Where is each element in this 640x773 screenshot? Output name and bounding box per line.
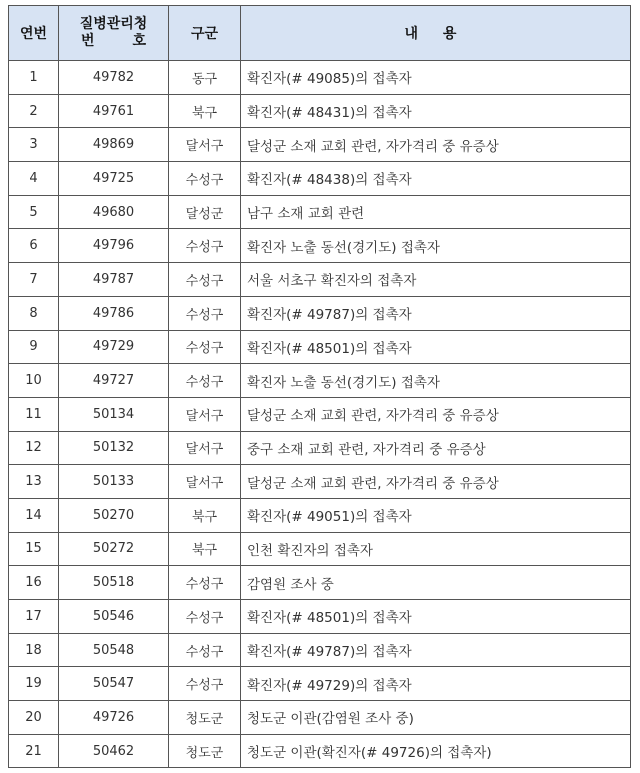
row-number-cell: 1: [9, 61, 59, 95]
kdca-id-cell: 49725: [59, 162, 169, 196]
kdca-id-cell: 50518: [59, 566, 169, 600]
content-cell: 확진자 노출 동선(경기도) 접촉자: [241, 229, 631, 263]
content-cell: 인천 확진자의 접촉자: [241, 532, 631, 566]
kdca-id-cell: 50134: [59, 397, 169, 431]
table-row: [9, 397, 631, 431]
content-cell: 청도군 이관(확진자(# 49726)의 접촉자): [241, 734, 631, 768]
district-cell: 청도군: [169, 734, 241, 768]
kdca-id-cell: 49729: [59, 330, 169, 364]
content-cell: 달성군 소재 교회 관련, 자가격리 중 유증상: [241, 128, 631, 162]
case-table: [8, 5, 631, 768]
table-row: [9, 431, 631, 465]
content-cell: 남구 소재 교회 관련: [241, 195, 631, 229]
kdca-id-cell: 49761: [59, 94, 169, 128]
row-number-cell: 12: [9, 431, 59, 465]
kdca-id-cell: 49796: [59, 229, 169, 263]
row-number-cell: 11: [9, 397, 59, 431]
content-cell: 확진자(# 49085)의 접촉자: [241, 61, 631, 95]
table-row: [9, 330, 631, 364]
table-row: [9, 532, 631, 566]
content-cell: 감염원 조사 중: [241, 566, 631, 600]
kdca-id-cell: 49680: [59, 195, 169, 229]
district-cell: 수성구: [169, 566, 241, 600]
table-row: [9, 263, 631, 297]
district-cell: 수성구: [169, 633, 241, 667]
row-number-cell: 16: [9, 566, 59, 600]
district-cell: 수성구: [169, 330, 241, 364]
district-cell: 달서구: [169, 465, 241, 499]
table-row: [9, 128, 631, 162]
district-cell: 수성구: [169, 600, 241, 634]
table-row: [9, 195, 631, 229]
row-number-cell: 13: [9, 465, 59, 499]
table-row: [9, 162, 631, 196]
content-cell: 달성군 소재 교회 관련, 자가격리 중 유증상: [241, 397, 631, 431]
kdca-id-cell: 50546: [59, 600, 169, 634]
row-number-cell: 6: [9, 229, 59, 263]
row-number-cell: 2: [9, 94, 59, 128]
district-cell: 수성구: [169, 162, 241, 196]
table-row: [9, 600, 631, 634]
row-number-cell: 18: [9, 633, 59, 667]
row-number-cell: 15: [9, 532, 59, 566]
kdca-id-cell: 50548: [59, 633, 169, 667]
row-number-cell: 4: [9, 162, 59, 196]
kdca-id-cell: 50547: [59, 667, 169, 701]
content-cell: 확진자(# 48431)의 접촉자: [241, 94, 631, 128]
kdca-id-cell: 49727: [59, 364, 169, 398]
kdca-id-cell: 50133: [59, 465, 169, 499]
row-number-cell: 19: [9, 667, 59, 701]
row-number-cell: 17: [9, 600, 59, 634]
kdca-id-cell: 49869: [59, 128, 169, 162]
table-header: [9, 6, 631, 61]
row-number-cell: 14: [9, 498, 59, 532]
header-no: 연번: [9, 6, 59, 61]
content-cell: 달성군 소재 교회 관련, 자가격리 중 유증상: [241, 465, 631, 499]
table-row: [9, 94, 631, 128]
table-row: [9, 566, 631, 600]
district-cell: 수성구: [169, 229, 241, 263]
district-cell: 북구: [169, 532, 241, 566]
table-row: [9, 229, 631, 263]
table-body: [9, 61, 631, 768]
row-number-cell: 20: [9, 701, 59, 735]
kdca-id-cell: 50270: [59, 498, 169, 532]
kdca-id-cell: 50132: [59, 431, 169, 465]
district-cell: 달성군: [169, 195, 241, 229]
kdca-id-cell: 50462: [59, 734, 169, 768]
content-cell: 확진자(# 49787)의 접촉자: [241, 296, 631, 330]
header-kdca-id: [59, 6, 169, 61]
header-row: [9, 6, 631, 61]
district-cell: 달서구: [169, 128, 241, 162]
row-number-cell: 5: [9, 195, 59, 229]
table-row: [9, 498, 631, 532]
kdca-id-cell: 50272: [59, 532, 169, 566]
header-content: 내 용: [241, 6, 631, 61]
district-cell: 수성구: [169, 296, 241, 330]
content-cell: 중구 소재 교회 관련, 자가격리 중 유증상: [241, 431, 631, 465]
content-cell: 확진자(# 49729)의 접촉자: [241, 667, 631, 701]
content-cell: 확진자(# 49787)의 접촉자: [241, 633, 631, 667]
table-row: [9, 633, 631, 667]
kdca-id-cell: 49786: [59, 296, 169, 330]
district-cell: 달서구: [169, 431, 241, 465]
case-table-container: [8, 5, 630, 768]
table-row: [9, 61, 631, 95]
content-cell: 확진자(# 48438)의 접촉자: [241, 162, 631, 196]
row-number-cell: 10: [9, 364, 59, 398]
header-kdca-id-line2-b: 호: [132, 33, 147, 49]
row-number-cell: 9: [9, 330, 59, 364]
row-number-cell: 3: [9, 128, 59, 162]
row-number-cell: 21: [9, 734, 59, 768]
content-cell: 확진자(# 48501)의 접촉자: [241, 330, 631, 364]
table-row: [9, 465, 631, 499]
table-row: [9, 734, 631, 768]
content-cell: 확진자(# 49051)의 접촉자: [241, 498, 631, 532]
content-cell: 확진자 노출 동선(경기도) 접촉자: [241, 364, 631, 398]
header-kdca-id-line1: 질병관리청: [79, 16, 148, 32]
content-cell: 서울 서초구 확진자의 접촉자: [241, 263, 631, 297]
content-cell: 청도군 이관(감염원 조사 중): [241, 701, 631, 735]
table-row: [9, 701, 631, 735]
header-kdca-id-line2: [59, 33, 168, 50]
table-row: [9, 667, 631, 701]
district-cell: 북구: [169, 94, 241, 128]
kdca-id-cell: 49787: [59, 263, 169, 297]
row-number-cell: 8: [9, 296, 59, 330]
kdca-id-cell: 49782: [59, 61, 169, 95]
district-cell: 북구: [169, 498, 241, 532]
district-cell: 청도군: [169, 701, 241, 735]
district-cell: 수성구: [169, 667, 241, 701]
kdca-id-cell: 49726: [59, 701, 169, 735]
header-kdca-id-line2-a: 번: [80, 33, 95, 49]
row-number-cell: 7: [9, 263, 59, 297]
district-cell: 달서구: [169, 397, 241, 431]
district-cell: 수성구: [169, 263, 241, 297]
table-row: [9, 296, 631, 330]
table-row: [9, 364, 631, 398]
district-cell: 동구: [169, 61, 241, 95]
district-cell: 수성구: [169, 364, 241, 398]
content-cell: 확진자(# 48501)의 접촉자: [241, 600, 631, 634]
header-district: 구군: [169, 6, 241, 61]
